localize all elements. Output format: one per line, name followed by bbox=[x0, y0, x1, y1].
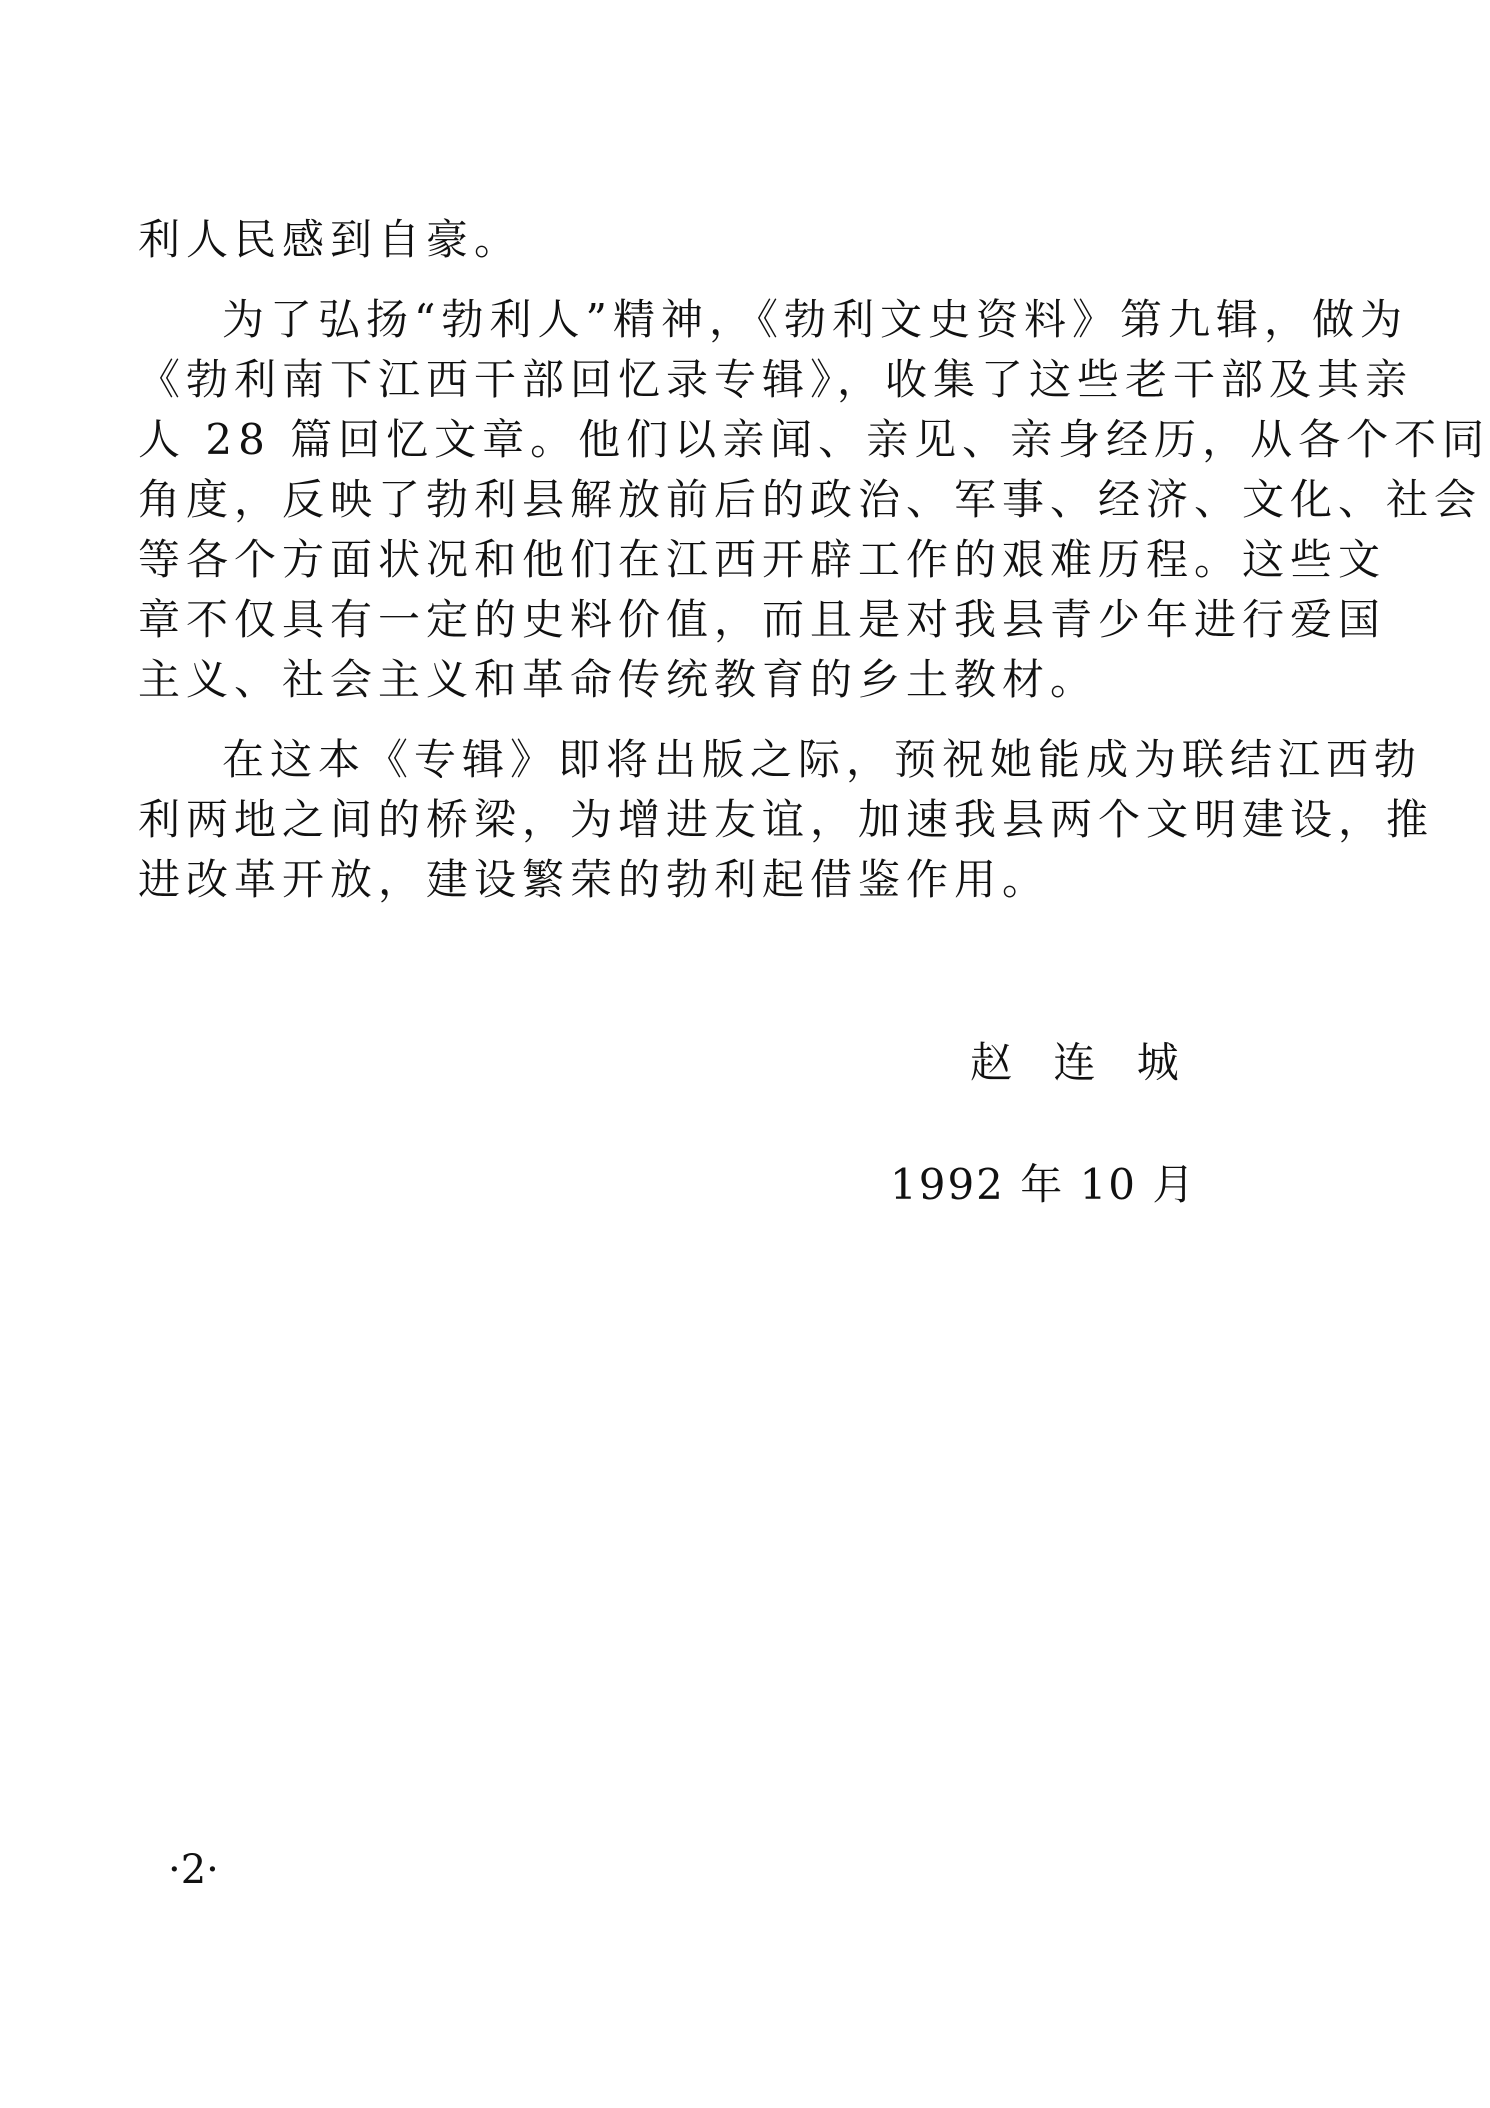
document-date: 1992 年 10 月 bbox=[890, 1160, 1197, 1209]
paragraph-line: 进改革开放，建设繁荣的勃利起借鉴作用。 bbox=[138, 855, 1051, 904]
paragraph-line: 在这本《专辑》即将出版之际，预祝她能成为联结江西勃 bbox=[222, 735, 1423, 784]
page-number: ·2· bbox=[168, 1847, 219, 1893]
paragraph-line: 角度，反映了勃利县解放前后的政治、军事、经济、文化、社会 bbox=[138, 475, 1483, 524]
paragraph-line: 章不仅具有一定的史料价值，而且是对我县青少年进行爱国 bbox=[138, 595, 1387, 644]
paragraph-line: 利两地之间的桥梁，为增进友谊，加速我县两个文明建设，推 bbox=[138, 795, 1435, 844]
paragraph-line: 主义、社会主义和革命传统教育的乡土教材。 bbox=[138, 655, 1099, 704]
paragraph-line: 为了弘扬“勃利人”精神，《勃利文史资料》第九辑，做为 bbox=[222, 295, 1408, 344]
paragraph-line: 人 28 篇回忆文章。他们以亲闻、亲见、亲身经历，从各个不同 bbox=[138, 415, 1490, 464]
author-signature: 赵 连 城 bbox=[970, 1038, 1193, 1087]
paragraph-line: 《勃利南下江西干部回忆录专辑》，收集了这些老干部及其亲 bbox=[138, 355, 1414, 404]
paragraph-line: 等各个方面状况和他们在江西开辟工作的艰难历程。这些文 bbox=[138, 535, 1387, 584]
paragraph-continuation-line: 利人民感到自豪。 bbox=[138, 215, 523, 264]
